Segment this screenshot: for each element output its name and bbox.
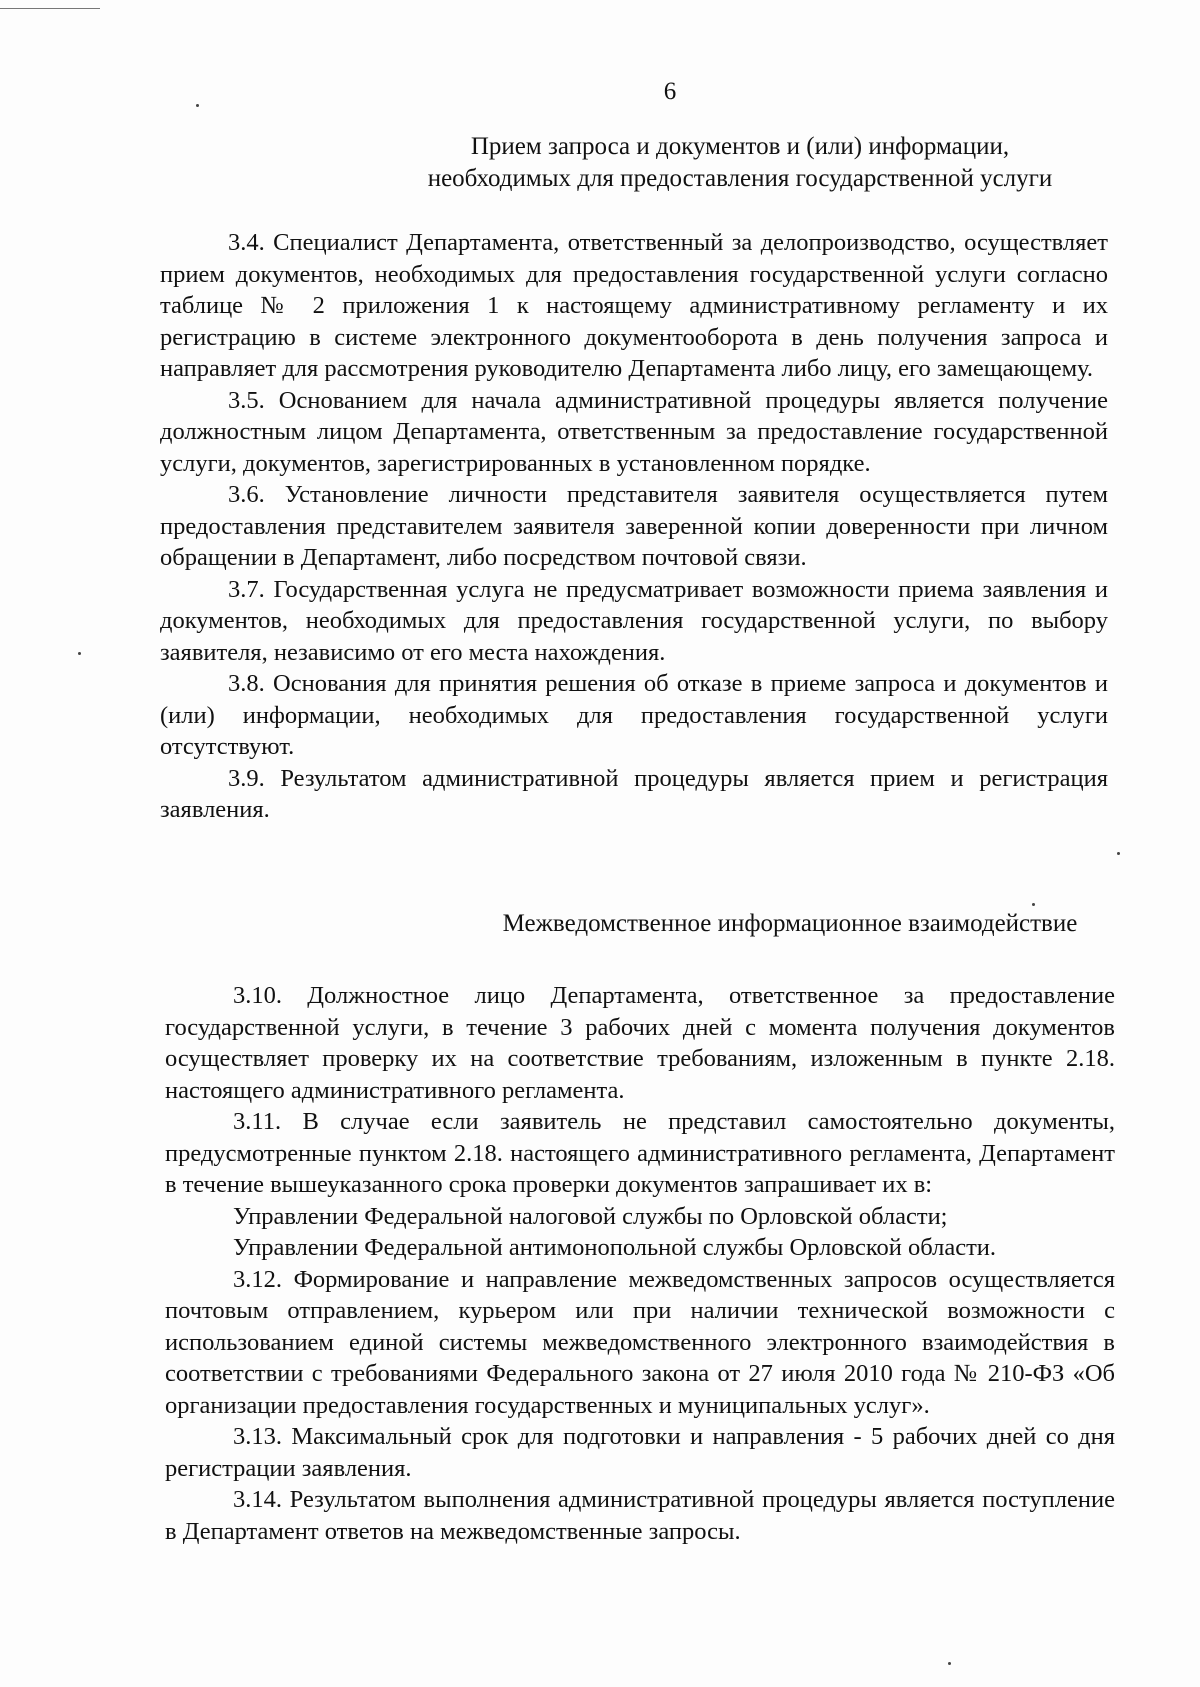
scan-speck [78,652,81,655]
paragraph-3-11: 3.11. В случае если заявитель не представил самостоятельно документы, предусмотренные пунктом 2.18. настоящего административного регламента, Департамент в течение вышеуказанного срока проверки документов запрашивает их в: [165,1108,1115,1198]
scan-speck [948,1662,951,1665]
scan-speck [196,104,199,107]
paragraph-3-5: 3.5. Основанием для начала административной процедуры является получение должностным лицом Департамента, ответственным за предоставление государственной услуги, документов, зарегистрированных в установленном порядке. [160,386,1108,477]
agency-list-item: Управлении Федеральной налоговой службы по Орловской области; [233,1202,948,1230]
page-number: 6 [663,78,677,105]
paragraph-3-7: 3.7. Государственная услуга не предусматривает возможности приема заявления и документов, необходимых для предоставления государственной услуги, по выбору заявителя, независимо от его места нахождения. [160,575,1108,666]
paragraph-3-8: 3.8. Основания для принятия решения об отказе в приеме запроса и документов и (или) информации, необходимых для предоставления государственной услуги отсутствуют. [160,670,1108,760]
scan-artifact-line [0,8,100,9]
section-interagency-body [165,980,1115,1547]
paragraph-3-10: 3.10. Должностное лицо Департамента, ответственное за предоставление государственной услуги, в течение 3 рабочих дней с момента получения документов осуществляет проверку их на соответствие требованиям, изложенным в пункте 2.18. настоящего административного регламента. [165,982,1115,1104]
scan-speck [1032,903,1035,906]
paragraph-3-9: 3.9. Результатом административной процедуры является прием и регистрация заявления. [160,764,1108,823]
paragraph-3-14: 3.14. Результатом выполнения административной процедуры является поступление в Департамент ответов на межведомственные запросы. [165,1486,1115,1545]
paragraph-3-13: 3.13. Максимальный срок для подготовки и направления - 5 рабочих дней со дня регистрации заявления. [165,1423,1115,1482]
paragraph-3-12: 3.12. Формирование и направление межведомственных запросов осуществляется почтовым отправлением, курьером или при наличии технической возможности с использованием единой системы межведомственного электронного взаимодействия в соответствии с требованиями Федерального закона от 27 июля 2010 года № 210-ФЗ «Об организации предоставления государственных и муниципальных услуг». [165,1265,1115,1419]
section-reception-body [160,227,1108,826]
scan-speck [1117,852,1120,855]
heading-line: необходимых для предоставления государственной услуги [427,165,1053,192]
section-heading-reception [220,131,1200,195]
paragraph-3-4: 3.4. Специалист Департамента, ответственный за делопроизводство, осуществляет прием документов, необходимых для предоставления государственной услуги согласно таблице № 2 приложения 1 к настоящему административному регламенту и их регистрацию в системе электронного документооборота в день получения запроса и направляет для рассмотрения руководителю Департамента либо лицу, его замещающему. [160,229,1108,382]
heading-line: Прием запроса и документов и (или) информации, [470,133,1010,160]
section-heading-interagency: Межведомственное информационное взаимодействие [502,910,1078,937]
paragraph-3-6: 3.6. Установление личности представителя заявителя осуществляется путем предоставления представителем заявителя заверенной копии доверенности при личном обращении в Департамент, либо посредством почтовой связи. [160,481,1108,571]
agency-list-item: Управлении Федеральной антимонопольной службы Орловской области. [233,1234,997,1261]
